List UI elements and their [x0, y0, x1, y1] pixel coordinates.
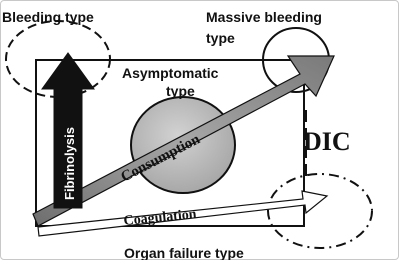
- label-fibrinolysis: Fibrinolysis: [62, 127, 77, 200]
- label-consumption: Consumption: [118, 131, 203, 186]
- label-massive-bleeding-line2: type: [206, 30, 235, 46]
- label-asymptomatic-line2: type: [166, 83, 195, 99]
- label-asymptomatic-line1: Asymptomatic: [122, 65, 219, 81]
- label-massive-bleeding-line1: Massive bleeding: [206, 9, 322, 25]
- label-dic: DIC: [303, 127, 351, 156]
- label-organ-failure-type: Organ failure type: [124, 245, 244, 260]
- label-bleeding-type: Bleeding type: [2, 9, 94, 25]
- organ-failure-ellipse: [268, 174, 372, 248]
- label-coagulation: Coagulation: [122, 207, 198, 229]
